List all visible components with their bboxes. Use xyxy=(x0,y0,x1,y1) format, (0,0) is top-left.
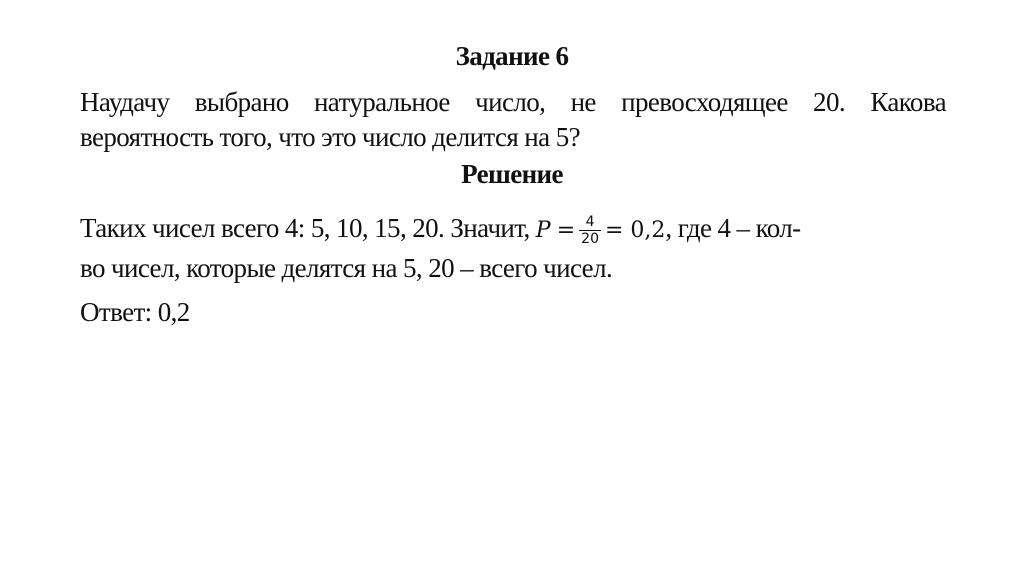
formula-variable: P xyxy=(535,218,551,243)
formula-result: = 0,2 xyxy=(604,218,666,243)
solution-heading: Решение xyxy=(461,159,563,189)
solution-line-2: во чисел, которые делятся на 5, 20 – всего чисел. xyxy=(80,253,613,283)
solution-line-1 xyxy=(80,212,946,247)
solution-text-before: Таких чисел всего 4: 5, 10, 15, 20. Значит, xyxy=(80,213,530,243)
formula-equals: = xyxy=(556,218,576,243)
answer: Ответ: 0,2 xyxy=(80,297,190,327)
solution-text-after: , где 4 – кол- xyxy=(665,213,801,243)
problem-line-1: Наудачу выбрано натуральное число, не превосходящее 20. Какова xyxy=(80,87,946,117)
problem-line-2: вероятность того, что это число делится на 5? xyxy=(80,122,580,152)
fraction-denominator: 20 xyxy=(581,231,599,248)
slide-title: Задание 6 xyxy=(455,41,569,71)
fraction-numerator: 4 xyxy=(579,214,601,231)
formula-fraction xyxy=(579,214,601,247)
